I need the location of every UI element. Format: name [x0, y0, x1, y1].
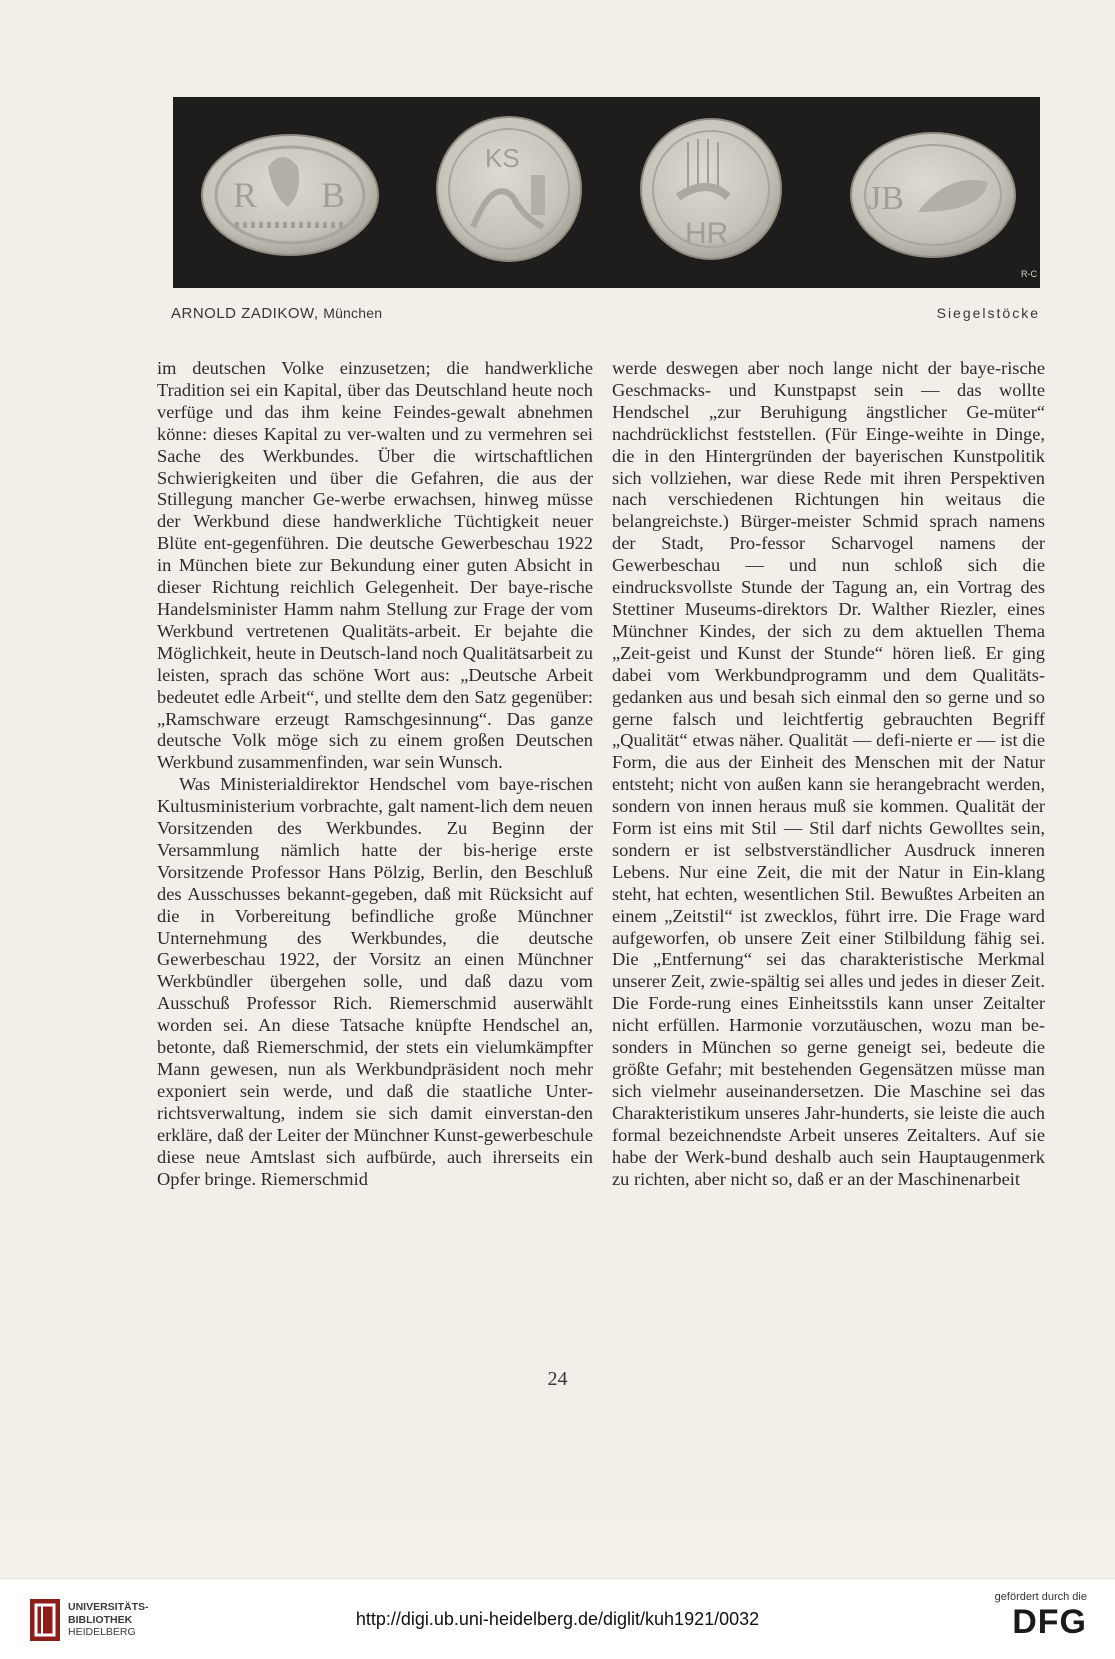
- svg-text:R: R: [233, 175, 258, 215]
- permalink-url[interactable]: http://digi.ub.uni-heidelberg.de/diglit/kuh1921/0032: [355, 1609, 760, 1629]
- caption-artist: ARNOLD ZADIKOW, München: [171, 305, 383, 322]
- viewer-footer: [0, 1578, 1115, 1659]
- svg-text:JB: JB: [868, 180, 904, 217]
- svg-text:B: B: [321, 175, 346, 215]
- caption-title: Siegelstöcke: [936, 305, 1040, 321]
- library-name-line: BIBLIOTHEK: [68, 1613, 133, 1626]
- dfg-logo[interactable]: [947, 1591, 1087, 1641]
- maker-mark: R-C: [1021, 269, 1037, 279]
- paragraph: im deutschen Volke einzusetzen; die handwerkliche Tradition sei ein Kapital, über das Deutschland heute noch verfüge und das ihm keine Feindes-gewalt abnehmen könne: dieses Kapital zu ver-walten und zu vermehren sei Sache des Werkbundes. Über die wirtschaftlichen Schwierigkeiten und über die Gefahren, die aus der Stillegung mancher Ge-werbe erwachsen, hinweg müsse der Werkbund diese handwerkliche Tüchtigkeit neuer Blüte ent-gegenführen. Die deutsche Gewerbeschau 1922 in München biete zur Bekundung einer guten Absicht in dieser Richtung reichlich Gelegenheit. Der baye-rische Handelsminister Hamm nahm Stellung zur Frage der vom Werkbund vertretenen Qualitäts-arbeit. Er bejahte die Möglichkeit, heute in Deutsch-land noch Qualitätsarbeit zu leisten, sprach das schöne Wort aus: „Deutsche Arbeit bedeutet edle Arbeit“, und stellte dem den Satz gegenüber: „Ramschware erzeugt Ramschgesinnung“. Das ganze deutsche Volk möge sich zu einem großen Deutschen Werkbund zusammenfinden, war sein Wunsch.: [157, 358, 593, 773]
- library-name-line: HEIDELBERG: [68, 1626, 136, 1638]
- ks-seal: [437, 117, 581, 261]
- figure-caption: [171, 305, 1040, 327]
- right-text-column: [612, 358, 1045, 1190]
- left-text-column: [157, 358, 593, 1190]
- paragraph: Was Ministerialdirektor Hendschel vom baye-rischen Kultusministerium vorbrachte, galt nament-lich dem neuen Vorsitzenden des Werkbundes. Zu Beginn der Versammlung nämlich hatte der bis-herige erste Vorsitzende Professor Hans Pölzig, Berlin, den Beschluß des Ausschusses bekannt-gegeben, daß mit Rücksicht auf die in Vorbereitung befindliche große Münchner Unternehmung des Werkbundes, die deutsche Gewerbeschau 1922, der Vorsitz an einen Münchner Werkbündler übergehen solle, und daß dazu vom Ausschuß Professor Rich. Riemerschmid auserwählt worden sei. An diese Tatsache knüpfte Hendschel an, betonte, daß Riemerschmid, der stets ein vielumkämpfter Mann gewesen, nun als Werkbundpräsident noch mehr exponiert sein werde, und daß die staatliche Unter-richtsverwaltung, indem sie sich damit einverstan-den erkläre, daß der Leiter der Münchner Kunst-gewerbeschule diese neue Amtslast sich aufbürde, auch ihrerseits ein Opfer bringe. Riemerschmid: [157, 774, 593, 1189]
- caption-city: München: [323, 305, 383, 321]
- dfg-wordmark: DFG: [1012, 1603, 1087, 1641]
- paragraph: werde deswegen aber noch lange nicht der baye-rische Geschmacks- und Kunstpapst sein — das wollte Hendschel „zur Beruhigung ängstlicher Ge-müter“ nachdrücklichst feststellen. (Für Einge-weihte in Dinge, die in den Hintergründen der bayerischen Kunstpolitik sich vollziehen, war diese Rede mit ihren Perspektiven nach verschiedenen Richtungen hin weitaus die belangreichste.) Bürger-meister Schmid sprach namens der Stadt, Pro-fessor Scharvogel namens der Gewerbeschau — und nun schloß sich die eindrucksvollste Stunde der Tagung an, ein Vortrag des Stettiner Museums-direktors Dr. Walther Riezler, eines Münchner Kindes, der sich zu dem aktuellen Thema „Zeit-geist und Kunst der Stunde“ hören ließ. Er ging dabei vom Werkbundprogramm und dem Qualitäts-gedanken aus und besah sich einmal den so gerne und so gerne falsch und leichtfertig gebrauchten Begriff „Qualität“ etwas näher. Qualität — defi-nierte er — ist die Form, die aus der Einheit des Menschen mit der Natur entsteht; nicht von außen kann sie herangebracht werden, sondern von innen heraus muß sie kommen. Qualität der Form ist eins mit Stil — Stil darf nichts Gewolltes sein, sondern er ist selbstverständlicher Ausdruck inneren Lebens. Nur eine Zeit, die mit der Natur in Ein-klang steht, hat echten, wesentlichen Stil. Bewußtes Arbeiten an einem „Zeitstil“ ist zwecklos, führt irre. Die Frage ward aufgeworfen, ob unsere Zeit einer Stilbildung fähig sei. Die „Entfernung“ sei das charakteristische Merkmal unserer Zeit, zwie-spältig sei alles und jedes in dieser Zeit. Die Forde-rung eines Einheitsstils kann unser Zeitalter nicht erfüllen. Harmonie vorzutäuschen, wozu man be-sonders in München so gerne geneigt sei, bedeute die größte Gefahr; mit bestehenden Gegensätzen müsse man sich vielmehr auseinandersetzen. Die Maschine sei das Charakteristikum unseres Jahr-hunderts, sie leiste die auch formal bezeichnendste Arbeit unseres Zeitalters. Auf sie habe der Werk-bund deshalb auch sein Hauptaugenmerk zu richten, aber nicht so, daß er an der Maschinenarbeit: [612, 358, 1045, 1189]
- rb-seal: [202, 135, 378, 255]
- svg-text:KS: KS: [485, 143, 520, 173]
- library-name-line: UNIVERSITÄTS-: [68, 1601, 149, 1613]
- jb-seal: [851, 133, 1015, 257]
- funded-by-label: gefördert durch die: [994, 1591, 1087, 1603]
- seal-photo-plate: [173, 97, 1040, 288]
- svg-text:HR: HR: [685, 217, 729, 250]
- page-number: 24: [547, 1368, 568, 1390]
- hr-seal: [641, 119, 781, 259]
